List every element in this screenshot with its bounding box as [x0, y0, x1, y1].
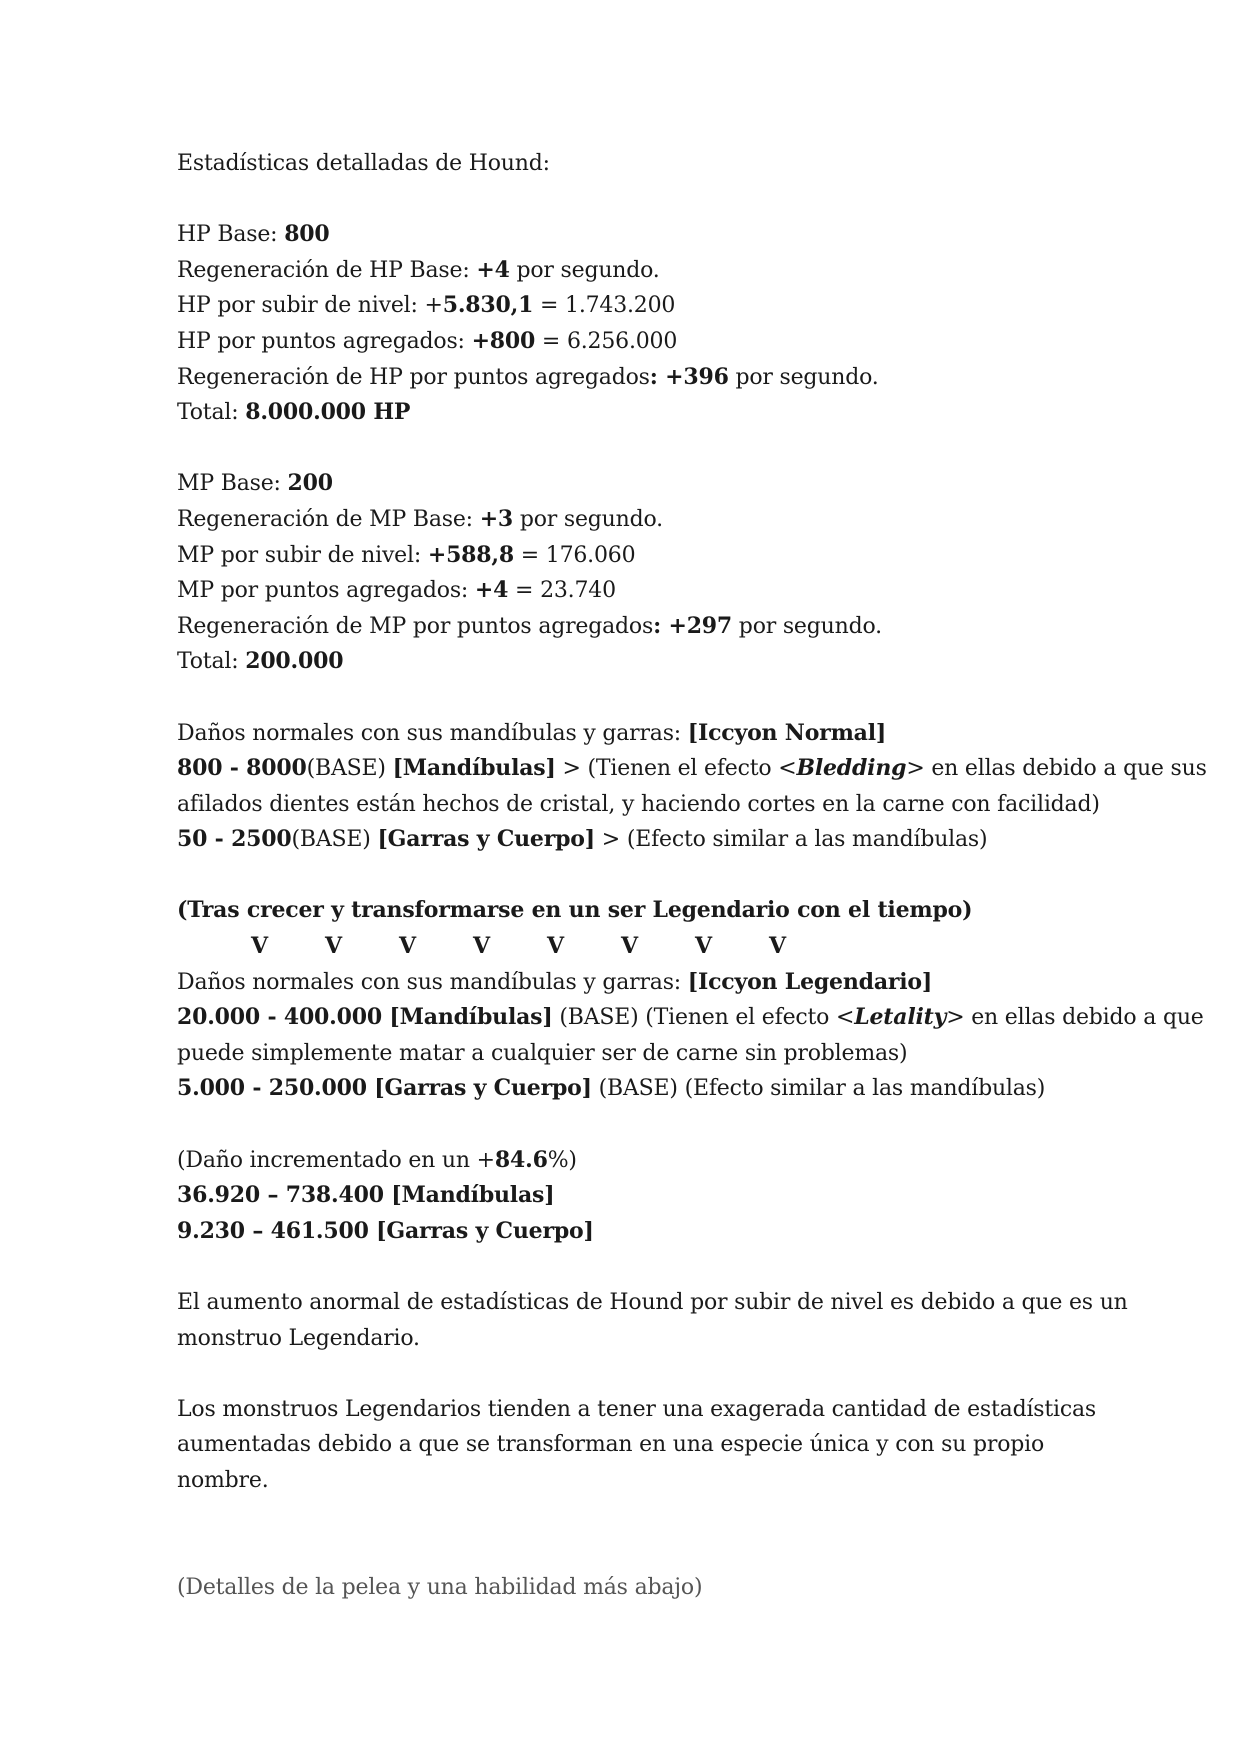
hp-base-value: 800 [284, 221, 330, 248]
hp-points-line: HP por puntos agregados: +800 = 6.256.000 [177, 327, 678, 354]
transform-note: (Tras crecer y transformarse en un ser Legendario con el tiempo) [177, 897, 973, 924]
hp-total-line: Total: 8.000.000 HP [177, 399, 411, 426]
hp-base-line: HP Base: 800 [177, 221, 330, 248]
bledding-effect: Bledding [796, 755, 907, 782]
down-arrow-v: V [325, 933, 342, 960]
document-title: Estadísticas detalladas de Hound: [177, 151, 550, 176]
paragraph-2-line-2: aumentadas debido a que se transforman en una especie única y con su propio [177, 1432, 1044, 1458]
down-arrow-v: V [769, 933, 786, 960]
letality-effect: Letality [854, 1004, 947, 1031]
hp-regen-line: Regeneración de HP Base: +4 por segundo. [177, 256, 660, 283]
hp-points-regen-line: Regeneración de HP por puntos agregados: +396 por segundo. [177, 363, 879, 390]
mp-level-line: MP por subir de nivel: +588,8 = 176.060 [177, 541, 636, 568]
document-content [177, 146, 1207, 1605]
paragraph-2-line-1: Los monstruos Legendarios tienden a tener una exagerada cantidad de estadísticas [177, 1396, 1096, 1422]
transform-arrows [177, 929, 1077, 965]
hp-level-line: HP por subir de nivel: +5.830,1 = 1.743.200 [177, 292, 676, 319]
normal-mandibulas-line-2: afilados dientes están hechos de cristal, y haciendo cortes en la carne con facilidad) [177, 791, 1100, 817]
paragraph-1-line-2: monstruo Legendario. [177, 1325, 420, 1351]
legendary-damage-heading: Daños normales con sus mandíbulas y garras: [Iccyon Legendario] [177, 968, 933, 995]
paragraph-1-line-1: El aumento anormal de estadísticas de Hound por subir de nivel es debido a que es un [177, 1290, 1128, 1315]
down-arrow-v: V [547, 933, 564, 960]
down-arrow-v: V [621, 933, 638, 960]
legendary-mandibulas-line: 20.000 - 400.000 [Mandíbulas] (BASE) (Tienen el efecto <Letality> en ellas debido a que [177, 1004, 1204, 1031]
damage-increase-line: (Daño incrementado en un +84.6%) [177, 1146, 577, 1173]
increase-garras-line: 9.230 – 461.500 [Garras y Cuerpo] [177, 1217, 594, 1244]
mp-points-regen-line: Regeneración de MP por puntos agregados: +297 por segundo. [177, 612, 882, 639]
down-arrow-v: V [399, 933, 416, 960]
down-arrow-v: V [251, 933, 268, 960]
legendary-garras-line: 5.000 - 250.000 [Garras y Cuerpo] (BASE) (Efecto similar a las mandíbulas) [177, 1075, 1046, 1102]
down-arrow-v: V [695, 933, 712, 960]
normal-damage-heading: Daños normales con sus mandíbulas y garras: [Iccyon Normal] [177, 719, 887, 746]
normal-garras-line: 50 - 2500(BASE) [Garras y Cuerpo] > (Efecto similar a las mandíbulas) [177, 826, 988, 853]
normal-mandibulas-line: 800 - 8000(BASE) [Mandíbulas] > (Tienen el efecto <Bledding> en ellas debido a que sus [177, 755, 1207, 782]
paragraph-2-line-3: nombre. [177, 1467, 269, 1493]
mp-points-line: MP por puntos agregados: +4 = 23.740 [177, 577, 616, 604]
footer-note: (Detalles de la pelea y una habilidad más abajo) [177, 1574, 703, 1600]
mp-total-line: Total: 200.000 [177, 648, 344, 675]
mp-regen-line: Regeneración de MP Base: +3 por segundo. [177, 505, 663, 532]
down-arrow-v: V [473, 933, 490, 960]
legendary-mandibulas-line-2: puede simplemente matar a cualquier ser de carne sin problemas) [177, 1040, 908, 1066]
increase-mandibulas-line: 36.920 – 738.400 [Mandíbulas] [177, 1182, 555, 1209]
mp-base-line: MP Base: 200 [177, 470, 333, 497]
